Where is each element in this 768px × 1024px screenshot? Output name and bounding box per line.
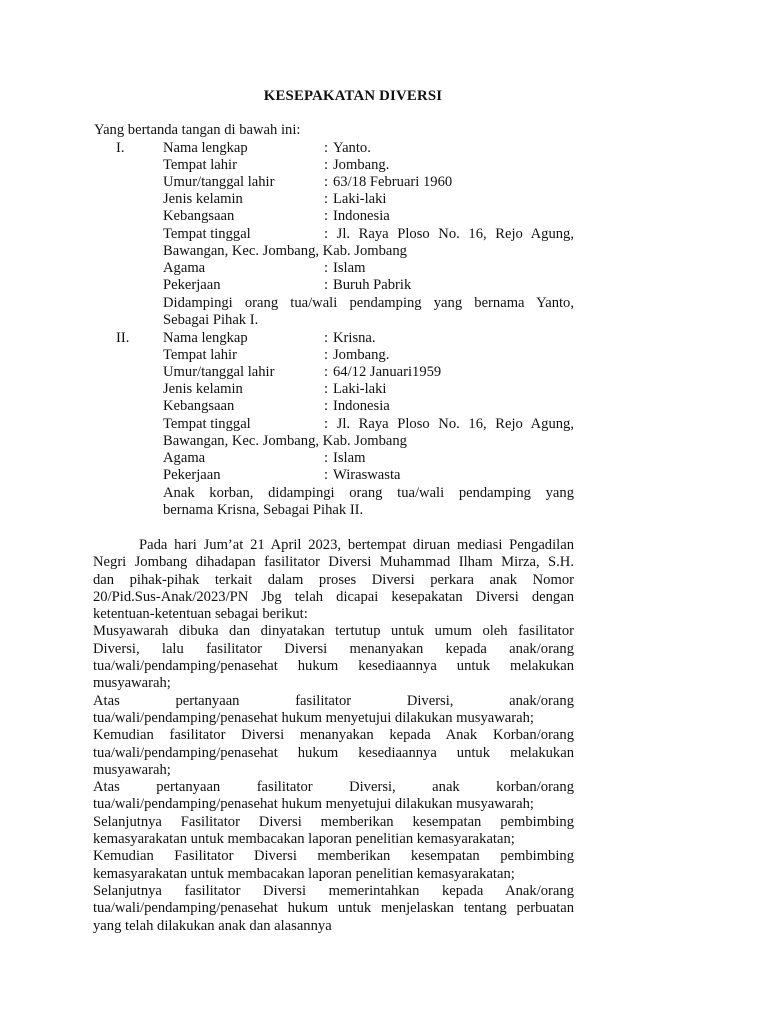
field-colon: : bbox=[324, 208, 329, 224]
body-line: Kemudian fasilitator Diversi menanyakan kepada Anak Korban/orang bbox=[93, 727, 574, 744]
party-number: I. bbox=[116, 140, 125, 156]
field-row-religion bbox=[0, 450, 768, 468]
field-row-age bbox=[0, 174, 768, 192]
field-label: Tempat lahir bbox=[163, 347, 237, 363]
field-value: Laki-laki bbox=[333, 191, 387, 207]
field-label: Pekerjaan bbox=[163, 467, 221, 483]
field-label: Nama lengkap bbox=[163, 330, 248, 346]
body-line: tua/wali/pendamping/penasehat hukum menyetujui dilakukan musyawarah; bbox=[93, 796, 534, 813]
party-note-line: Sebagai Pihak I. bbox=[163, 312, 259, 329]
party-number: II. bbox=[116, 330, 130, 346]
field-row-nationality bbox=[0, 398, 768, 416]
body-line: Selanjutnya fasilitator Diversi memerintahkan kepada Anak/orang bbox=[93, 882, 574, 899]
body-line: musyawarah; bbox=[93, 761, 171, 778]
field-label: Agama bbox=[163, 450, 206, 466]
field-value: Indonesia bbox=[333, 398, 390, 414]
field-colon: : bbox=[324, 140, 329, 156]
field-label: Agama bbox=[163, 260, 206, 276]
body-line: Atas pertanyaan fasilitator Diversi, anak korban/orang bbox=[93, 779, 574, 796]
field-colon: : bbox=[324, 330, 329, 346]
field-row-name bbox=[0, 330, 768, 348]
residence-continuation: Bawangan, Kec. Jombang, Kab. Jombang bbox=[163, 433, 407, 449]
body-line: kemasyarakatan untuk membacakan laporan penelitian kemasyarakatan; bbox=[93, 865, 515, 882]
field-label: Tempat tinggal bbox=[163, 226, 251, 242]
body-line: Selanjutnya Fasilitator Diversi memberikan kesempatan pembimbing bbox=[93, 813, 574, 830]
field-colon: : bbox=[324, 277, 329, 293]
field-row-sex bbox=[0, 381, 768, 399]
field-colon: : bbox=[324, 450, 329, 466]
field-value: : Jl. Raya Ploso No. 16, Rejo Agung, bbox=[324, 416, 574, 432]
body-line: Musyawarah dibuka dan dinyatakan tertutup untuk umum oleh fasilitator bbox=[93, 623, 574, 640]
field-colon: : bbox=[324, 381, 329, 397]
body-line: 20/Pid.Sus-Anak/2023/PN Jbg telah dicapai kesepakatan Diversi dengan bbox=[93, 588, 574, 605]
field-label: Jenis kelamin bbox=[163, 381, 243, 397]
body-line: yang telah dilakukan anak dan alasannya bbox=[93, 917, 332, 934]
field-value: Yanto. bbox=[333, 140, 371, 156]
field-colon: : bbox=[324, 174, 329, 190]
field-value: Jombang. bbox=[333, 347, 390, 363]
field-row-birthplace bbox=[0, 347, 768, 365]
body-line: Diversi, lalu fasilitator Diversi menanyakan kepada anak/orang bbox=[93, 640, 574, 657]
intro-text: Yang bertanda tangan di bawah ini: bbox=[94, 122, 301, 138]
party-note bbox=[163, 485, 574, 519]
field-value: Krisna. bbox=[333, 330, 376, 346]
body-line: tua/wali/pendamping/penasehat hukum untuk menjelaskan tentang perbuatan bbox=[93, 900, 574, 917]
field-label: Nama lengkap bbox=[163, 140, 248, 156]
field-colon: : bbox=[324, 364, 329, 380]
party-note-line: Anak korban, didampingi orang tua/wali pendamping yang bbox=[163, 485, 574, 501]
body-line: Atas pertanyaan fasilitator Diversi, anak/orang bbox=[93, 692, 574, 709]
field-row-job bbox=[0, 277, 768, 295]
body-line: Pada hari Jum’at 21 April 2023, bertempat diruan mediasi Pengadilan bbox=[139, 537, 574, 553]
field-colon: : bbox=[324, 398, 329, 414]
field-colon: : bbox=[324, 191, 329, 207]
field-value: Buruh Pabrik bbox=[333, 277, 412, 293]
field-label: Kebangsaan bbox=[163, 208, 235, 224]
residence-continuation: Bawangan, Kec. Jombang, Kab. Jombang bbox=[163, 243, 407, 259]
body-line: Kemudian Fasilitator Diversi memberikan kesempatan pembimbing bbox=[93, 848, 574, 865]
field-label: Pekerjaan bbox=[163, 277, 221, 293]
field-value: : Jl. Raya Ploso No. 16, Rejo Agung, bbox=[324, 226, 574, 242]
field-row-age bbox=[0, 364, 768, 382]
field-row-residence bbox=[0, 226, 768, 244]
agreement-body bbox=[93, 537, 574, 935]
field-colon: : bbox=[324, 467, 329, 483]
field-row-birthplace bbox=[0, 157, 768, 175]
party-note-line: Didampingi orang tua/wali pendamping yang bernama Yanto, bbox=[163, 295, 574, 311]
party-note-line: bernama Krisna, Sebagai Pihak II. bbox=[163, 502, 364, 519]
field-row-job bbox=[0, 467, 768, 485]
field-colon: : bbox=[324, 260, 329, 276]
field-value: Islam bbox=[333, 450, 366, 466]
party-note bbox=[163, 295, 574, 329]
field-row-name bbox=[0, 140, 768, 158]
field-row-religion bbox=[0, 260, 768, 278]
body-line: dan pihak-pihak terkait dalam proses Diversi perkara anak Nomor bbox=[93, 571, 574, 588]
field-label: Umur/tanggal lahir bbox=[163, 364, 275, 380]
field-value: Islam bbox=[333, 260, 366, 276]
field-row-residence bbox=[0, 416, 768, 434]
field-label: Tempat lahir bbox=[163, 157, 237, 173]
document-title: KESEPAKATAN DIVERSI bbox=[263, 88, 443, 104]
field-row-nationality bbox=[0, 208, 768, 226]
field-value: Jombang. bbox=[333, 157, 390, 173]
field-label: Kebangsaan bbox=[163, 398, 235, 414]
body-line: tua/wali/pendamping/penasehat hukum kesediaannya untuk melakukan bbox=[93, 744, 574, 761]
field-value: Indonesia bbox=[333, 208, 390, 224]
field-row-sex bbox=[0, 191, 768, 209]
field-colon: : bbox=[324, 157, 329, 173]
body-line: tua/wali/pendamping/penasehat hukum menyetujui dilakukan musyawarah; bbox=[93, 709, 534, 726]
field-label: Tempat tinggal bbox=[163, 416, 251, 432]
body-line: musyawarah; bbox=[93, 675, 171, 692]
body-line: kemasyarakatan untuk membacakan laporan penelitian kemasyarakatan; bbox=[93, 831, 515, 848]
field-label: Jenis kelamin bbox=[163, 191, 243, 207]
field-label: Umur/tanggal lahir bbox=[163, 174, 275, 190]
field-value: 63/18 Februari 1960 bbox=[333, 174, 453, 190]
body-line: tua/wali/pendamping/penasehat hukum kesediaannya untuk melakukan bbox=[93, 658, 574, 675]
field-value: Laki-laki bbox=[333, 381, 387, 397]
body-line: ketentuan-ketentuan sebagai berikut: bbox=[93, 606, 308, 623]
field-colon: : bbox=[324, 347, 329, 363]
body-line: Negri Jombang dihadapan fasilitator Diversi Muhammad Ilham Mirza, S.H. bbox=[93, 554, 574, 571]
field-value: Wiraswasta bbox=[333, 467, 401, 483]
field-value: 64/12 Januari1959 bbox=[333, 364, 442, 380]
